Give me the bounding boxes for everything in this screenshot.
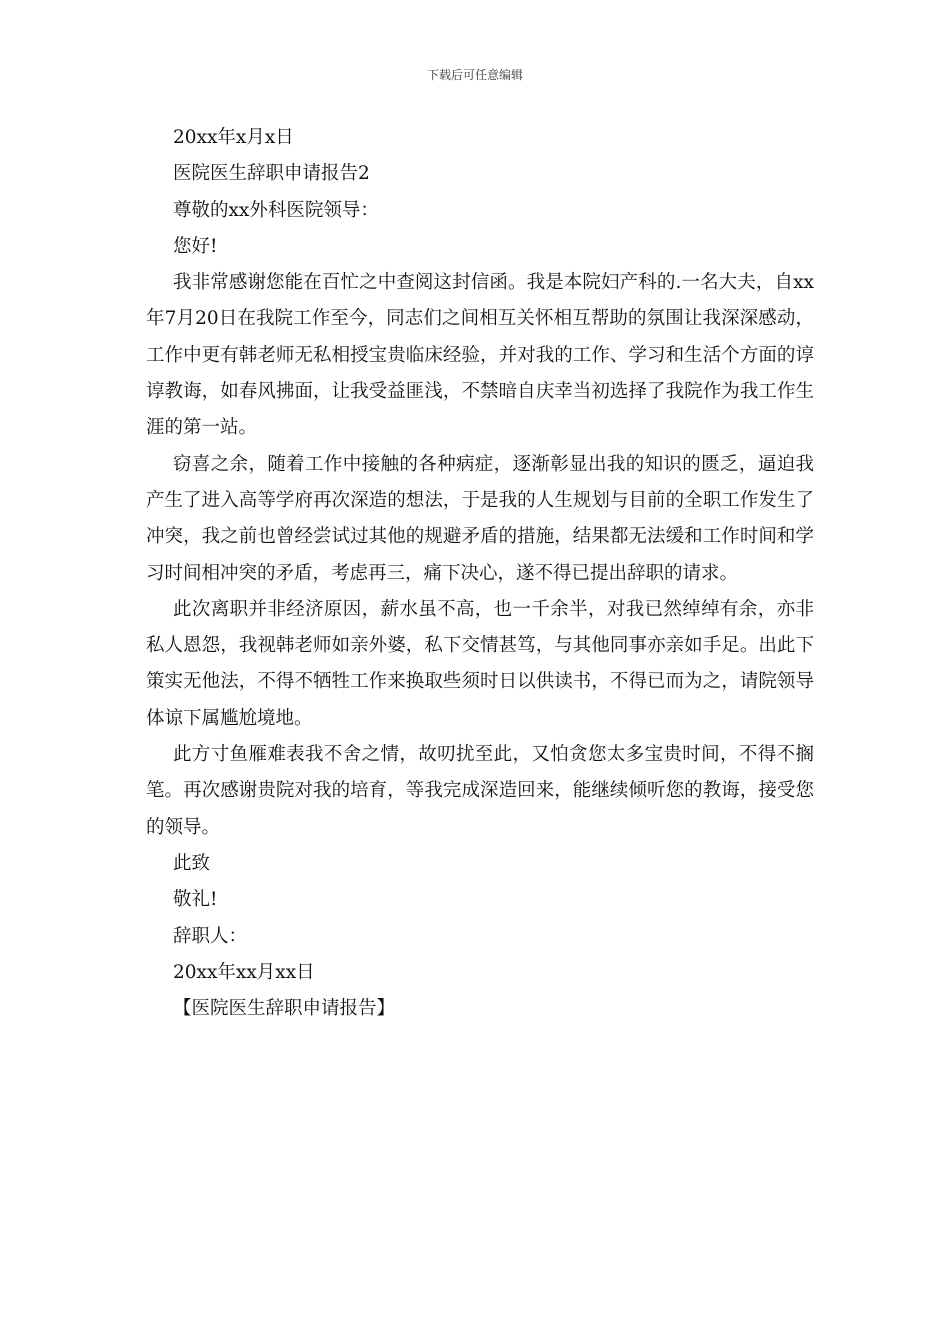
- paragraph-reason: 窃喜之余，随着工作中接触的各种病症，逐渐彰显出我的知识的匮乏，逼迫我产生了进入高等学府再次深造的想法，于是我的人生规划与目前的全职工作发生了冲突，我之前也曾经尝试过其他的规避矛盾的措施，结果都无法缓和工作时间和学习时间相冲突的矛盾，考虑再三，痛下决心，遂不得已提出辞职的请求。: [146, 453, 814, 584]
- closing-2: 敬礼!: [173, 889, 218, 911]
- paragraph-gratitude: 我非常感谢您能在百忙之中查阅这封信函。我是本院妇产科的.一名大夫，自xx年7月20日在我院工作至今，同志们之间相互关怀相互帮助的氛围让我深深感动，工作中更有韩老师无私相授宝贵临床经验，并对我的工作、学习和生活个方面的谆谆教诲，如春风拂面，让我受益匪浅，不禁暗自庆幸当初选择了我院作为我工作生涯的第一站。: [146, 272, 814, 439]
- paragraph-farewell: 此方寸鱼雁难表我不舍之情，故叨扰至此，又怕贪您太多宝贵时间，不得不搁笔。再次感谢贵院对我的培育，等我完成深造回来，能继续倾听您的教诲，接受您的领导。: [146, 744, 814, 838]
- greeting: 您好!: [173, 235, 218, 257]
- date-bottom: 20xx年xx月xx日: [173, 961, 315, 983]
- header-note: 下载后可任意编辑: [426, 68, 523, 82]
- letter-title: 医院医生辞职申请报告2: [173, 163, 370, 185]
- date-top: 20xx年x月x日: [173, 127, 294, 148]
- closing-1: 此致: [173, 852, 211, 874]
- footer-tag: 【医院医生辞职申请报告】: [173, 998, 396, 1020]
- letter-body: [146, 120, 814, 1027]
- signer-label: 辞职人：: [173, 925, 248, 947]
- paragraph-clarification: 此次离职并非经济原因，薪水虽不高，也一千余半，对我已然绰绰有余，亦非私人恩怨，我视韩老师如亲外婆，私下交情甚笃，与其他同事亦亲如手足。出此下策实无他法，不得不牺牲工作来换取些须时日以供读书，不得已而为之，请院领导体谅下属尴尬境地。: [146, 598, 814, 729]
- salutation: 尊敬的xx外科医院领导：: [173, 199, 379, 221]
